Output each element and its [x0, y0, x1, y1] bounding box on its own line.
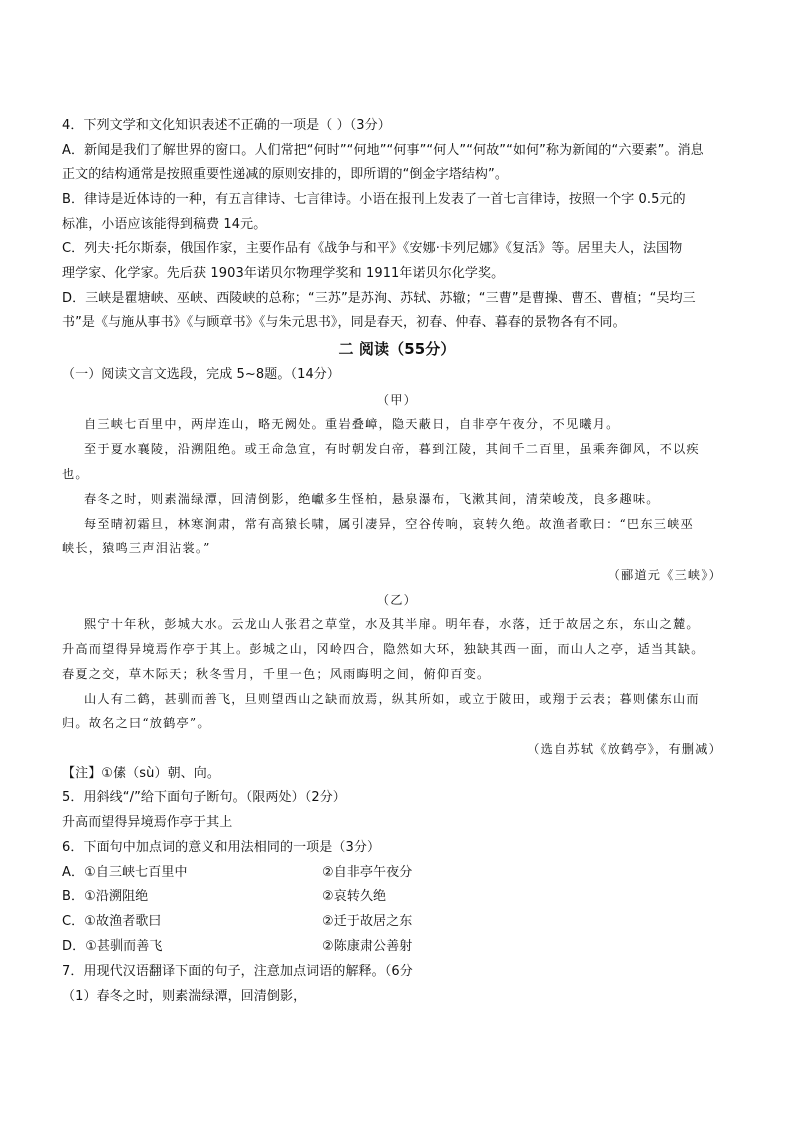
q6-option-c-second: ②迁于故居之东 [322, 914, 413, 929]
text-a-para4-line1: 每至晴初霜旦，林寒涧肃，常有高猿长啸，属引凄异，空谷传响，哀转久绝。故渔者歌曰：“巴东三峡巫 [84, 517, 694, 531]
q4-option-a-line1: A．新闻是我们了解世界的窗口。人们常把“何时”“何地”“何事”“何人”“何故”“如何”称为新闻的“六要素”。消息 [62, 143, 704, 158]
q4-option-b-line1: B．律诗是近体诗的一种，有五言律诗、七言律诗。小语在报刊上发表了一首七言律诗，按照一个字 0.5元的 [62, 192, 686, 207]
text-b-para1-line3: 春夏之交，草木际天；秋冬雪月，千里一色；风雨晦明之间，俯仰百变。 [62, 667, 491, 681]
text-b-label: （乙） [376, 593, 418, 607]
q6-option-b-first: B．①沿溯阻绝 [62, 889, 149, 904]
q4-option-c-line2: 理学家、化学家。先后获 1903年诺贝尔物理学奖和 1911年诺贝尔化学奖。 [62, 266, 505, 281]
q4-option-c-line1: C．列夫·托尔斯泰，俄国作家，主要作品有《战争与和平》《安娜·卡列尼娜》《复活》等。居里夫人，法国物 [62, 241, 683, 256]
text-b-para2-line2: 归。故名之曰“放鹤亭”。 [62, 716, 211, 730]
text-a-label: （甲） [376, 393, 418, 407]
q7-item-1: （1）春冬之时，则素湍绿潭，回清倒影， [62, 989, 307, 1004]
text-b-source: （选自苏轼《放鹤亭》，有删减） [527, 742, 722, 756]
q6-stem: 6．下面句中加点词的意义和用法相同的一项是（3分） [62, 840, 381, 855]
q4-option-a-line2: 正文的结构通常是按照重要性递减的原则安排的，即所谓的“倒金字塔结构”。 [62, 167, 508, 182]
q6-option-d [62, 938, 732, 956]
text-b-para1-line2: 升高而望得异境焉作亭于其上。彭城之山，冈岭四合，隐然如大环，独缺其西一面，而山人之亭，适当其缺。 [62, 642, 705, 656]
q6-option-c-first: C．①故渔者歌曰 [62, 914, 162, 929]
section-instruction: （一）阅读文言文选段，完成 5~8题。（14分） [62, 367, 341, 382]
section-title: 二 阅读（55分） [338, 340, 456, 358]
q4-option-d-line1: D．三峡是瞿塘峡、巫峡、西陵峡的总称；“三苏”是苏洵、苏轼、苏辙；“三曹”是曹操、曹丕、曹植；“吴均三 [62, 291, 696, 306]
q6-option-a-second: ②自非亭午夜分 [322, 865, 413, 880]
q4-option-d-line2: 书”是《与施从事书》《与顾章书》《与朱元思书》，同是春天，初春、仲春、暮春的景物各有不同。 [62, 315, 626, 330]
text-a-para4-line2: 峡长，猿鸣三声泪沾裳。” [62, 541, 211, 555]
q6-option-a-first: A．①自三峡七百里中 [62, 865, 188, 880]
q6-option-d-second: ②陈康肃公善射 [322, 939, 413, 954]
q6-option-b [62, 888, 732, 906]
text-b-para1-line1: 熙宁十年秋，彭城大水。云龙山人张君之草堂，水及其半扉。明年春，水落，迁于故居之东，东山之麓。 [84, 617, 700, 631]
annotation-note: 【注】①傃（sù）朝、向。 [62, 766, 220, 781]
text-b-para2-line1: 山人有二鹤，甚驯而善飞，旦则望西山之缺而放焉，纵其所如，或立于陂田，或翔于云表；暮则傃东山而 [84, 692, 700, 706]
q6-option-c [62, 913, 732, 931]
q6-option-a [62, 864, 732, 882]
text-a-para1: 自三峡七百里中，两岸连山，略无阙处。重岩叠嶂，隐天蔽日，自非亭午夜分，不见曦月。 [84, 417, 620, 431]
q5-stem: 5．用斜线“/”给下面句子断句。（限两处）（2分） [62, 790, 346, 805]
text-a-para3: 春冬之时，则素湍绿潭，回清倒影，绝巘多生怪柏，悬泉瀑布，飞漱其间，清荣峻茂，良多趣味。 [84, 492, 660, 506]
q6-option-d-first: D．①甚驯而善飞 [62, 939, 163, 954]
text-a-source: （郦道元《三峡》） [607, 568, 722, 582]
text-a-para2-line2: 也。 [62, 467, 89, 481]
q7-stem: 7．用现代汉语翻译下面的句子，注意加点词语的解释。（6分 [62, 964, 413, 979]
q5-sentence: 升高而望得异境焉作亭于其上 [62, 815, 233, 830]
q4-option-b-line2: 标准，小语应该能得到稿费 14元。 [62, 217, 267, 232]
text-a-para2-line1: 至于夏水襄陵，沿溯阻绝。或王命急宣，有时朝发白帝，暮到江陵，其间千二百里，虽乘奔御风，不以疾 [84, 442, 700, 456]
q4-stem: 4．下列文学和文化知识表述不正确的一项是（ ）（3分） [62, 118, 391, 133]
q6-option-b-second: ②哀转久绝 [322, 889, 387, 904]
